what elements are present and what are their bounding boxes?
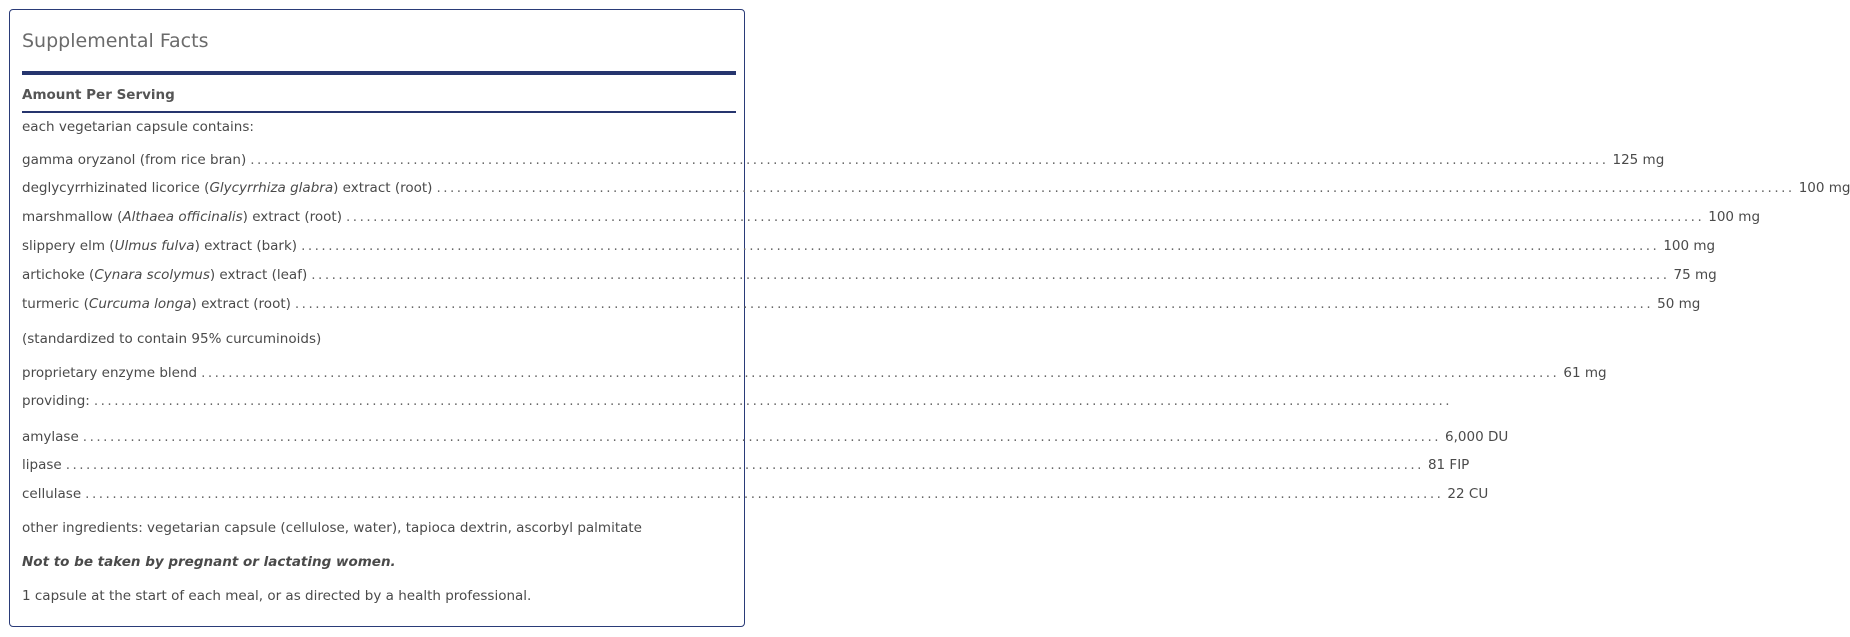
enzyme-row — [22, 457, 1470, 473]
enzyme-row — [22, 429, 1509, 445]
ingredient-amount: 100 mg — [1708, 209, 1761, 225]
ingredient-label: turmeric (Curcuma longa) extract (root) — [22, 296, 291, 312]
leader-dots: ........................................................................................................................................................................................................ — [93, 393, 1453, 409]
blend-row — [22, 365, 1607, 381]
ingredient-row — [22, 180, 1850, 196]
ingredient-label: marshmallow (Althaea officinalis) extract (root) — [22, 209, 342, 225]
ingredient-amount: 50 mg — [1657, 296, 1701, 312]
ingredient-amount: 100 mg — [1663, 238, 1716, 254]
thick-divider — [22, 71, 736, 75]
enzyme-label: cellulase — [22, 486, 82, 502]
intro-text: each vegetarian capsule contains: — [22, 119, 254, 135]
blend-label: proprietary enzyme blend — [22, 365, 198, 381]
thin-divider — [22, 111, 736, 113]
blend-amount: 61 mg — [1563, 365, 1607, 381]
ingredient-row — [22, 238, 1716, 254]
enzyme-label: lipase — [22, 457, 62, 473]
ingredient-label: gamma oryzanol (from rice bran) — [22, 152, 247, 168]
panel-title: Supplemental Facts — [22, 30, 209, 52]
ingredient-amount: 75 mg — [1673, 267, 1717, 283]
leader-dots: ........................................................................................................................................................................................................ — [65, 457, 1424, 473]
other-ingredients: other ingredients: vegetarian capsule (cellulose, water), tapioca dextrin, ascorbyl palmitate — [22, 520, 642, 536]
pregnancy-warning: Not to be taken by pregnant or lactating women. — [22, 554, 396, 570]
leader-dots: ........................................................................................................................................................................................................ — [201, 365, 1560, 381]
amount-per-serving-heading: Amount Per Serving — [22, 87, 175, 103]
ingredient-row — [22, 209, 1761, 225]
ingredient-row — [22, 296, 1701, 312]
enzyme-row — [22, 486, 1489, 502]
ingredient-label: slippery elm (Ulmus fulva) extract (bark) — [22, 238, 298, 254]
enzyme-label: amylase — [22, 429, 79, 445]
enzyme-amount: 6,000 DU — [1445, 429, 1509, 445]
ingredient-label: deglycyrrhizinated licorice (Glycyrrhiza glabra) extract (root) — [22, 180, 433, 196]
leader-dots: ........................................................................................................................................................................................................ — [85, 486, 1444, 502]
enzyme-amount: 22 CU — [1447, 486, 1489, 502]
leader-dots: ........................................................................................................................................................................................................ — [311, 267, 1670, 283]
leader-dots: ........................................................................................................................................................................................................ — [82, 429, 1442, 445]
ingredient-label: artichoke (Cynara scolymus) extract (leaf) — [22, 267, 308, 283]
leader-dots: ........................................................................................................................................................................................................ — [436, 180, 1795, 196]
providing-label: providing: — [22, 393, 90, 409]
directions-text: 1 capsule at the start of each meal, or as directed by a health professional. — [22, 588, 532, 604]
ingredient-row — [22, 152, 1665, 168]
supplement-facts-panel — [9, 9, 1850, 627]
standardized-note: (standardized to contain 95% curcuminoids) — [22, 331, 322, 347]
leader-dots: ........................................................................................................................................................................................................ — [345, 209, 1705, 225]
leader-dots: ........................................................................................................................................................................................................ — [250, 152, 1609, 168]
ingredient-amount: 125 mg — [1612, 152, 1665, 168]
ingredient-amount: 100 mg — [1798, 180, 1850, 196]
ingredient-row — [22, 267, 1717, 283]
providing-row — [22, 393, 1453, 409]
leader-dots: ........................................................................................................................................................................................................ — [301, 238, 1660, 254]
leader-dots: ........................................................................................................................................................................................................ — [294, 296, 1654, 312]
enzyme-amount: 81 FIP — [1427, 457, 1470, 473]
